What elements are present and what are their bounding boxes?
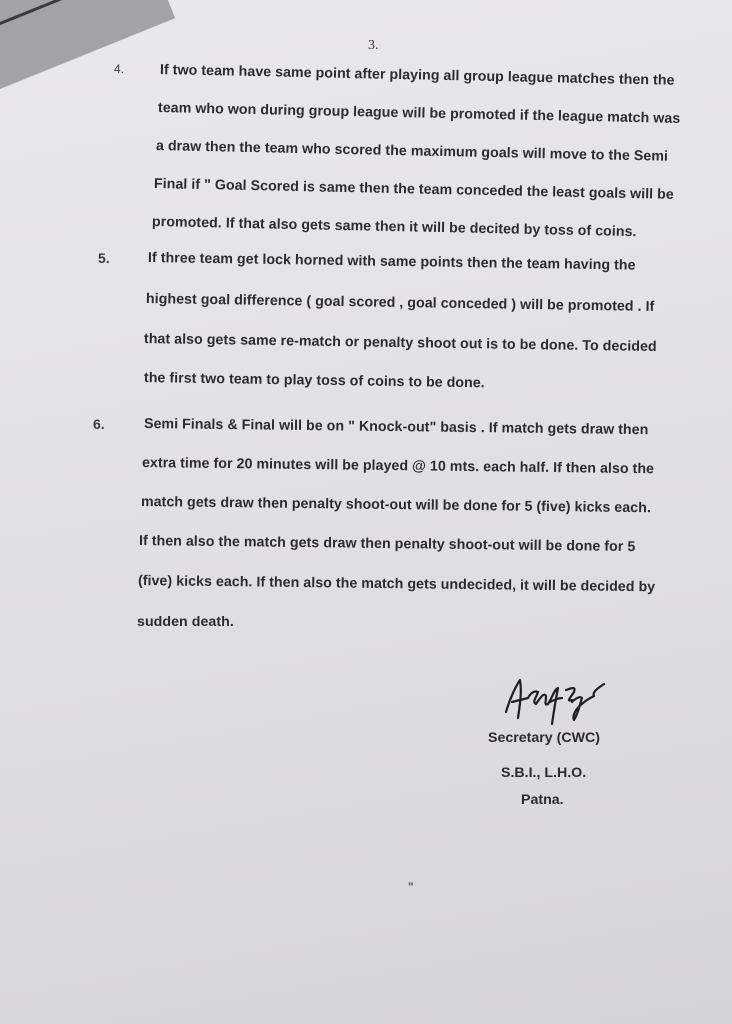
clause-line: extra time for 20 minutes will be played @ 10 mts. each half. If then also the bbox=[141, 455, 655, 478]
clause-line: promoted. If that also gets same then it will be decited by toss of coins. bbox=[151, 214, 637, 241]
page-number: 3. bbox=[368, 38, 379, 53]
clause-line: the first two team to play toss of coins to be done. bbox=[143, 370, 485, 392]
handwritten-signature bbox=[500, 668, 610, 728]
clause-line: team who won during group league will be promoted if the league match was bbox=[157, 100, 681, 127]
clause-line: highest goal difference ( goal scored , goal conceded ) will be promoted . If bbox=[145, 291, 655, 315]
clause-line: If three team get lock horned with same points then the team having the bbox=[147, 250, 636, 274]
signatory-office: S.B.I., L.H.O. bbox=[501, 765, 587, 781]
clause-line: match gets draw then penalty shoot-out will be done for 5 (five) kicks each. bbox=[140, 494, 651, 517]
clause-line: Semi Finals & Final will be on " Knock-out" basis . If match gets draw then bbox=[143, 416, 649, 439]
clause-line: that also gets same re-match or penalty shoot out is to be done. To decided bbox=[143, 331, 657, 356]
clause-line: If then also the match gets draw then penalty shoot-out will be done for 5 bbox=[138, 533, 636, 556]
clause-number: 4. bbox=[114, 62, 125, 76]
stray-mark: " bbox=[408, 880, 414, 894]
clause-line: If two team have same point after playing all group league matches then the bbox=[159, 62, 675, 89]
clause-line: (five) kicks each. If then also the match gets undecided, it will be decided by bbox=[137, 573, 656, 596]
clause-number: 5. bbox=[98, 250, 110, 266]
clause-line: Final if " Goal Scored is same then the team conceded the least goals will be bbox=[153, 176, 674, 203]
clause-line: a draw then the team who scored the maximum goals will move to the Semi bbox=[155, 138, 669, 165]
signatory-city: Patna. bbox=[521, 792, 564, 808]
signatory-title: Secretary (CWC) bbox=[488, 730, 600, 746]
clause-line: sudden death. bbox=[137, 614, 234, 630]
clause-number: 6. bbox=[93, 416, 105, 432]
